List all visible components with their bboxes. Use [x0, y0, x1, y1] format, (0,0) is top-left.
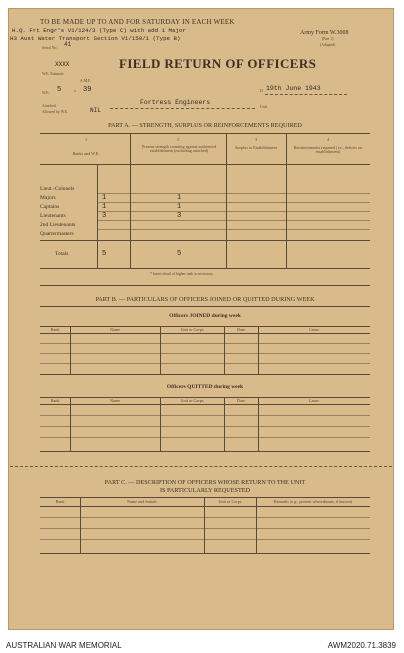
footer-accession: AWM2020.71.3839 [327, 641, 396, 650]
joined-col-name: Name [110, 327, 120, 332]
unit-label: Unit [260, 105, 267, 109]
quitted-col-rank: Rank [50, 398, 60, 403]
we-estimate-label: W.E. Estimate [42, 72, 64, 76]
rank-captains: Captains [40, 204, 60, 210]
quitted-col-unit: Unit or Corps [180, 398, 204, 403]
present-captains: 1 [177, 203, 182, 211]
we-lieutenants: 3 [102, 212, 107, 220]
army-form-part: (Part 1) [322, 37, 334, 41]
quitted-col-cause: Cause [308, 398, 320, 403]
rank-totals: Totals [55, 251, 69, 257]
rank-ltcol: Lieut.-Colonels [40, 186, 75, 192]
col-header-ranks: Ranks and W.E. [72, 151, 100, 156]
part-b-title: PART B. — PARTICULARS OF OFFICERS JOINED OR QUITTED DURING WEEK [95, 296, 315, 303]
top-instruction: TO BE MADE UP TO AND FOR SATURDAY IN EACH WEEK [40, 18, 235, 26]
army-form-number: Army Form W.3008 [300, 30, 349, 36]
army-form-adapted: (Adapted) [320, 43, 336, 47]
we-totals: 5 [102, 250, 107, 258]
date-value: 19th June 1943 [266, 85, 321, 92]
partc-col-name: Name and Initials [127, 499, 157, 504]
footer-institution: AUSTRALIAN WAR MEMORIAL [6, 641, 122, 650]
part-a-footnote: * Insert detail of higher rank as necessary [150, 272, 214, 276]
part-c-title-2: IS PARTICULARLY REQUESTED [160, 487, 250, 494]
we-majors: 1 [102, 194, 107, 202]
joined-title: Officers JOINED during week [169, 313, 241, 319]
col-num-1: 1 [84, 137, 88, 142]
serial-label: Serial No. [42, 46, 58, 50]
rank-lieutenants: Lieutenants [40, 213, 66, 219]
quitted-col-name: Name [110, 398, 120, 403]
amf-label: A.M.F. [80, 79, 91, 83]
rank-2nd-lieutenants: 2nd Lieutenants [40, 222, 76, 228]
joined-col-unit: Unit or Corps [180, 327, 204, 332]
serial-value: 41 [64, 41, 72, 48]
present-majors: 1 [177, 194, 182, 202]
form-title: FIELD RETURN OF OFFICERS [119, 56, 317, 71]
col-num-4: 4 [326, 137, 330, 142]
quitted-title: Officers QUITTED during week [166, 384, 244, 390]
joined-col-rank: Rank [50, 327, 60, 332]
present-lieutenants: 3 [177, 212, 182, 220]
quitted-col-date: Date [237, 398, 245, 403]
present-totals: 5 [177, 250, 182, 258]
we-value-1: 5 [57, 86, 62, 94]
joined-col-date: Date [237, 327, 245, 332]
allowed-value: NIL [90, 107, 101, 114]
we-label: W.E. [42, 91, 50, 95]
attached-label: Attached [42, 104, 56, 108]
partc-col-remarks: Remarks (e.g., present whereabouts, if known) [273, 499, 353, 504]
col-header-reinforcements: Reinforcements required (i.e., deficits on establishment) [293, 145, 363, 155]
xxxx-mark: XXXX [55, 61, 70, 68]
typed-unit-line-2: H3 Aust Water Transport Section V1/150/1 (Type B) [10, 35, 181, 42]
joined-col-cause: Cause [308, 327, 320, 332]
part-a-title: PART A. — STRENGTH, SURPLUS OR REINFORCEMENTS REQUIRED [108, 122, 302, 129]
we-captains: 1 [102, 203, 107, 211]
partc-col-rank: Rank [55, 499, 65, 504]
part-c-title-1: PART C. — DESCRIPTION OF OFFICERS WHOSE RETURN TO THE UNIT [104, 479, 306, 486]
partc-col-unit: Unit or Corps [218, 499, 242, 504]
col-num-2: 2 [176, 137, 180, 142]
date-label: D [260, 89, 263, 93]
typed-unit-line-1: H.Q. Frt Engr's V1/124/3 (Type C) with add 1 Major [12, 27, 186, 34]
we-value-2: 39 [83, 86, 92, 94]
rank-majors: Majors [40, 195, 56, 201]
unit-value: Fortress Engineers [140, 99, 211, 106]
rank-quartermasters: Quartermasters [40, 231, 74, 237]
col-header-present: Present strength counting against authorised establishment (excluding attached) [142, 144, 216, 154]
footer-bar [0, 637, 404, 653]
col-num-3: 3 [254, 137, 258, 142]
allowed-label: Allowed by W.E. [42, 110, 69, 114]
col-header-surplus: Surplus to Establishment [235, 145, 277, 150]
